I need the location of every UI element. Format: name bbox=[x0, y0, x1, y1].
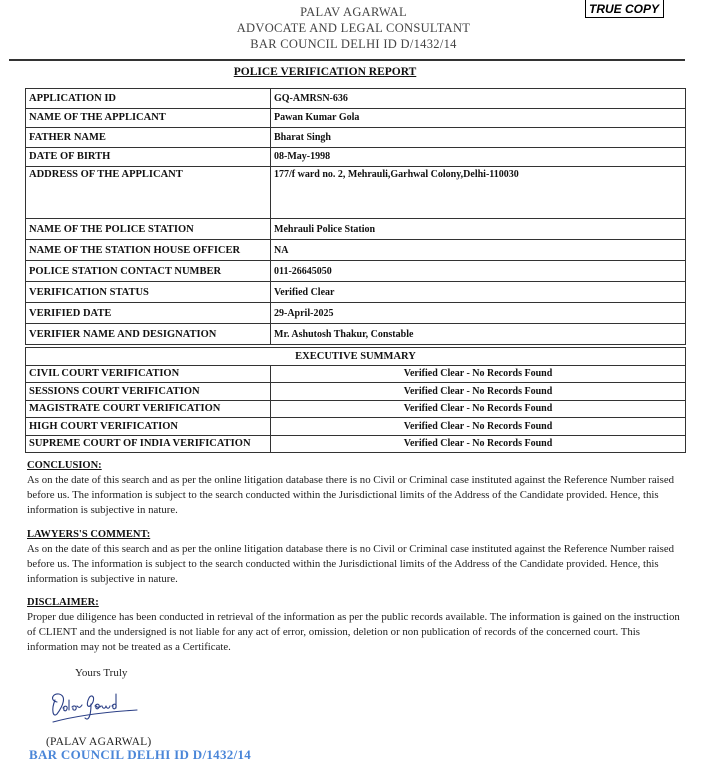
disclaimer-section bbox=[27, 596, 682, 655]
contact-number-value: 011-26645050 bbox=[271, 261, 686, 282]
verifier-value: Mr. Ashutosh Thakur, Constable bbox=[271, 324, 686, 345]
signatory-name: (PALAV AGARWAL) bbox=[46, 736, 152, 748]
row-label: NAME OF THE APPLICANT bbox=[26, 108, 271, 128]
advocate-bar-id: BAR COUNCIL DELHI ID D/1432/14 bbox=[250, 37, 457, 51]
row-label: SESSIONS COURT VERIFICATION bbox=[26, 383, 271, 401]
row-label: VERIFIER NAME AND DESIGNATION bbox=[26, 324, 271, 345]
closing-salutation: Yours Truly bbox=[75, 667, 128, 679]
table-row bbox=[26, 418, 686, 436]
high-court-status: Verified Clear - No Records Found bbox=[271, 418, 686, 436]
verification-status-value: Verified Clear bbox=[271, 282, 686, 303]
row-label: VERIFIED DATE bbox=[26, 303, 271, 324]
table-row bbox=[26, 282, 686, 303]
application-id-value: GQ-AMRSN-636 bbox=[271, 89, 686, 109]
table-row bbox=[26, 147, 686, 167]
row-label: NAME OF THE POLICE STATION bbox=[26, 219, 271, 240]
supreme-court-status: Verified Clear - No Records Found bbox=[271, 435, 686, 453]
advocate-designation: ADVOCATE AND LEGAL CONSULTANT bbox=[236, 21, 471, 35]
row-label: HIGH COURT VERIFICATION bbox=[26, 418, 271, 436]
advocate-name: PALAV AGARWAL bbox=[300, 5, 407, 19]
row-label: CIVIL COURT VERIFICATION bbox=[26, 365, 271, 383]
table-row bbox=[26, 365, 686, 383]
row-label: VERIFICATION STATUS bbox=[26, 282, 271, 303]
signatory-bar-id: BAR COUNCIL DELHI ID D/1432/14 bbox=[29, 747, 252, 762]
row-label: FATHER NAME bbox=[26, 128, 271, 148]
table-row bbox=[26, 324, 686, 345]
signature-icon bbox=[45, 688, 145, 728]
row-label: POLICE STATION CONTACT NUMBER bbox=[26, 261, 271, 282]
applicant-details-table bbox=[25, 88, 686, 345]
table-row bbox=[26, 219, 686, 240]
verified-date-value: 29-April-2025 bbox=[271, 303, 686, 324]
sessions-court-status: Verified Clear - No Records Found bbox=[271, 383, 686, 401]
lawyers-comment-heading: LAWYERS'S COMMENT: bbox=[27, 529, 151, 540]
table-row bbox=[26, 167, 686, 219]
table-row bbox=[26, 261, 686, 282]
table-row bbox=[26, 128, 686, 148]
row-label: ADDRESS OF THE APPLICANT bbox=[26, 167, 271, 219]
summary-heading: EXECUTIVE SUMMARY bbox=[26, 348, 686, 366]
address-value: 177/f ward no. 2, Mehrauli,Garhwal Colony,Delhi-110030 bbox=[271, 167, 686, 219]
row-label: NAME OF THE STATION HOUSE OFFICER bbox=[26, 240, 271, 261]
table-row bbox=[26, 108, 686, 128]
letterhead bbox=[0, 4, 707, 52]
police-station-value: Mehrauli Police Station bbox=[271, 219, 686, 240]
lawyers-comment-text: As on the date of this search and as per the online litigation database there is no Civil or Criminal case instituted against the Reference Number raised before us. The information is subject to the search conducted within the Jurisdictional limits of the Address of the Candidate provided. Hence, this information is subjective in nature. bbox=[27, 543, 675, 585]
civil-court-status: Verified Clear - No Records Found bbox=[271, 365, 686, 383]
row-label: APPLICATION ID bbox=[26, 89, 271, 109]
row-label: DATE OF BIRTH bbox=[26, 147, 271, 167]
magistrate-court-status: Verified Clear - No Records Found bbox=[271, 400, 686, 418]
header-divider bbox=[9, 59, 685, 61]
table-header-row bbox=[26, 348, 686, 366]
table-row bbox=[26, 383, 686, 401]
table-row bbox=[26, 400, 686, 418]
disclaimer-text: Proper due diligence has been conducted in retrieval of the information as per the public records available. The information is gained on the instruction of CLIENT and the undersigned is not liable for any act of error, omission, deletion or non publication of records of the concerned court. This information may not be treated as a Certificate. bbox=[27, 611, 680, 653]
dob-value: 08-May-1998 bbox=[271, 147, 686, 167]
table-row bbox=[26, 303, 686, 324]
applicant-name-value: Pawan Kumar Gola bbox=[271, 108, 686, 128]
sho-name-value: NA bbox=[271, 240, 686, 261]
table-row bbox=[26, 435, 686, 453]
report-title: POLICE VERIFICATION REPORT bbox=[233, 66, 417, 78]
conclusion-section bbox=[27, 459, 682, 518]
true-copy-stamp: TRUE COPY bbox=[585, 0, 664, 18]
table-row bbox=[26, 240, 686, 261]
disclaimer-heading: DISCLAIMER: bbox=[27, 597, 99, 608]
executive-summary-table bbox=[25, 347, 686, 453]
conclusion-heading: CONCLUSION: bbox=[27, 460, 102, 471]
conclusion-text: As on the date of this search and as per the online litigation database there is no Civil or Criminal case instituted against the Reference Number raised before us. The information is subject to the search conducted within the Jurisdictional limits of the Address of the Candidate provided. Hence, this information is subjective in nature. bbox=[27, 474, 675, 516]
row-label: SUPREME COURT OF INDIA VERIFICATION bbox=[26, 435, 271, 453]
row-label: MAGISTRATE COURT VERIFICATION bbox=[26, 400, 271, 418]
table-row bbox=[26, 89, 686, 109]
father-name-value: Bharat Singh bbox=[271, 128, 686, 148]
lawyers-comment-section bbox=[27, 528, 682, 587]
